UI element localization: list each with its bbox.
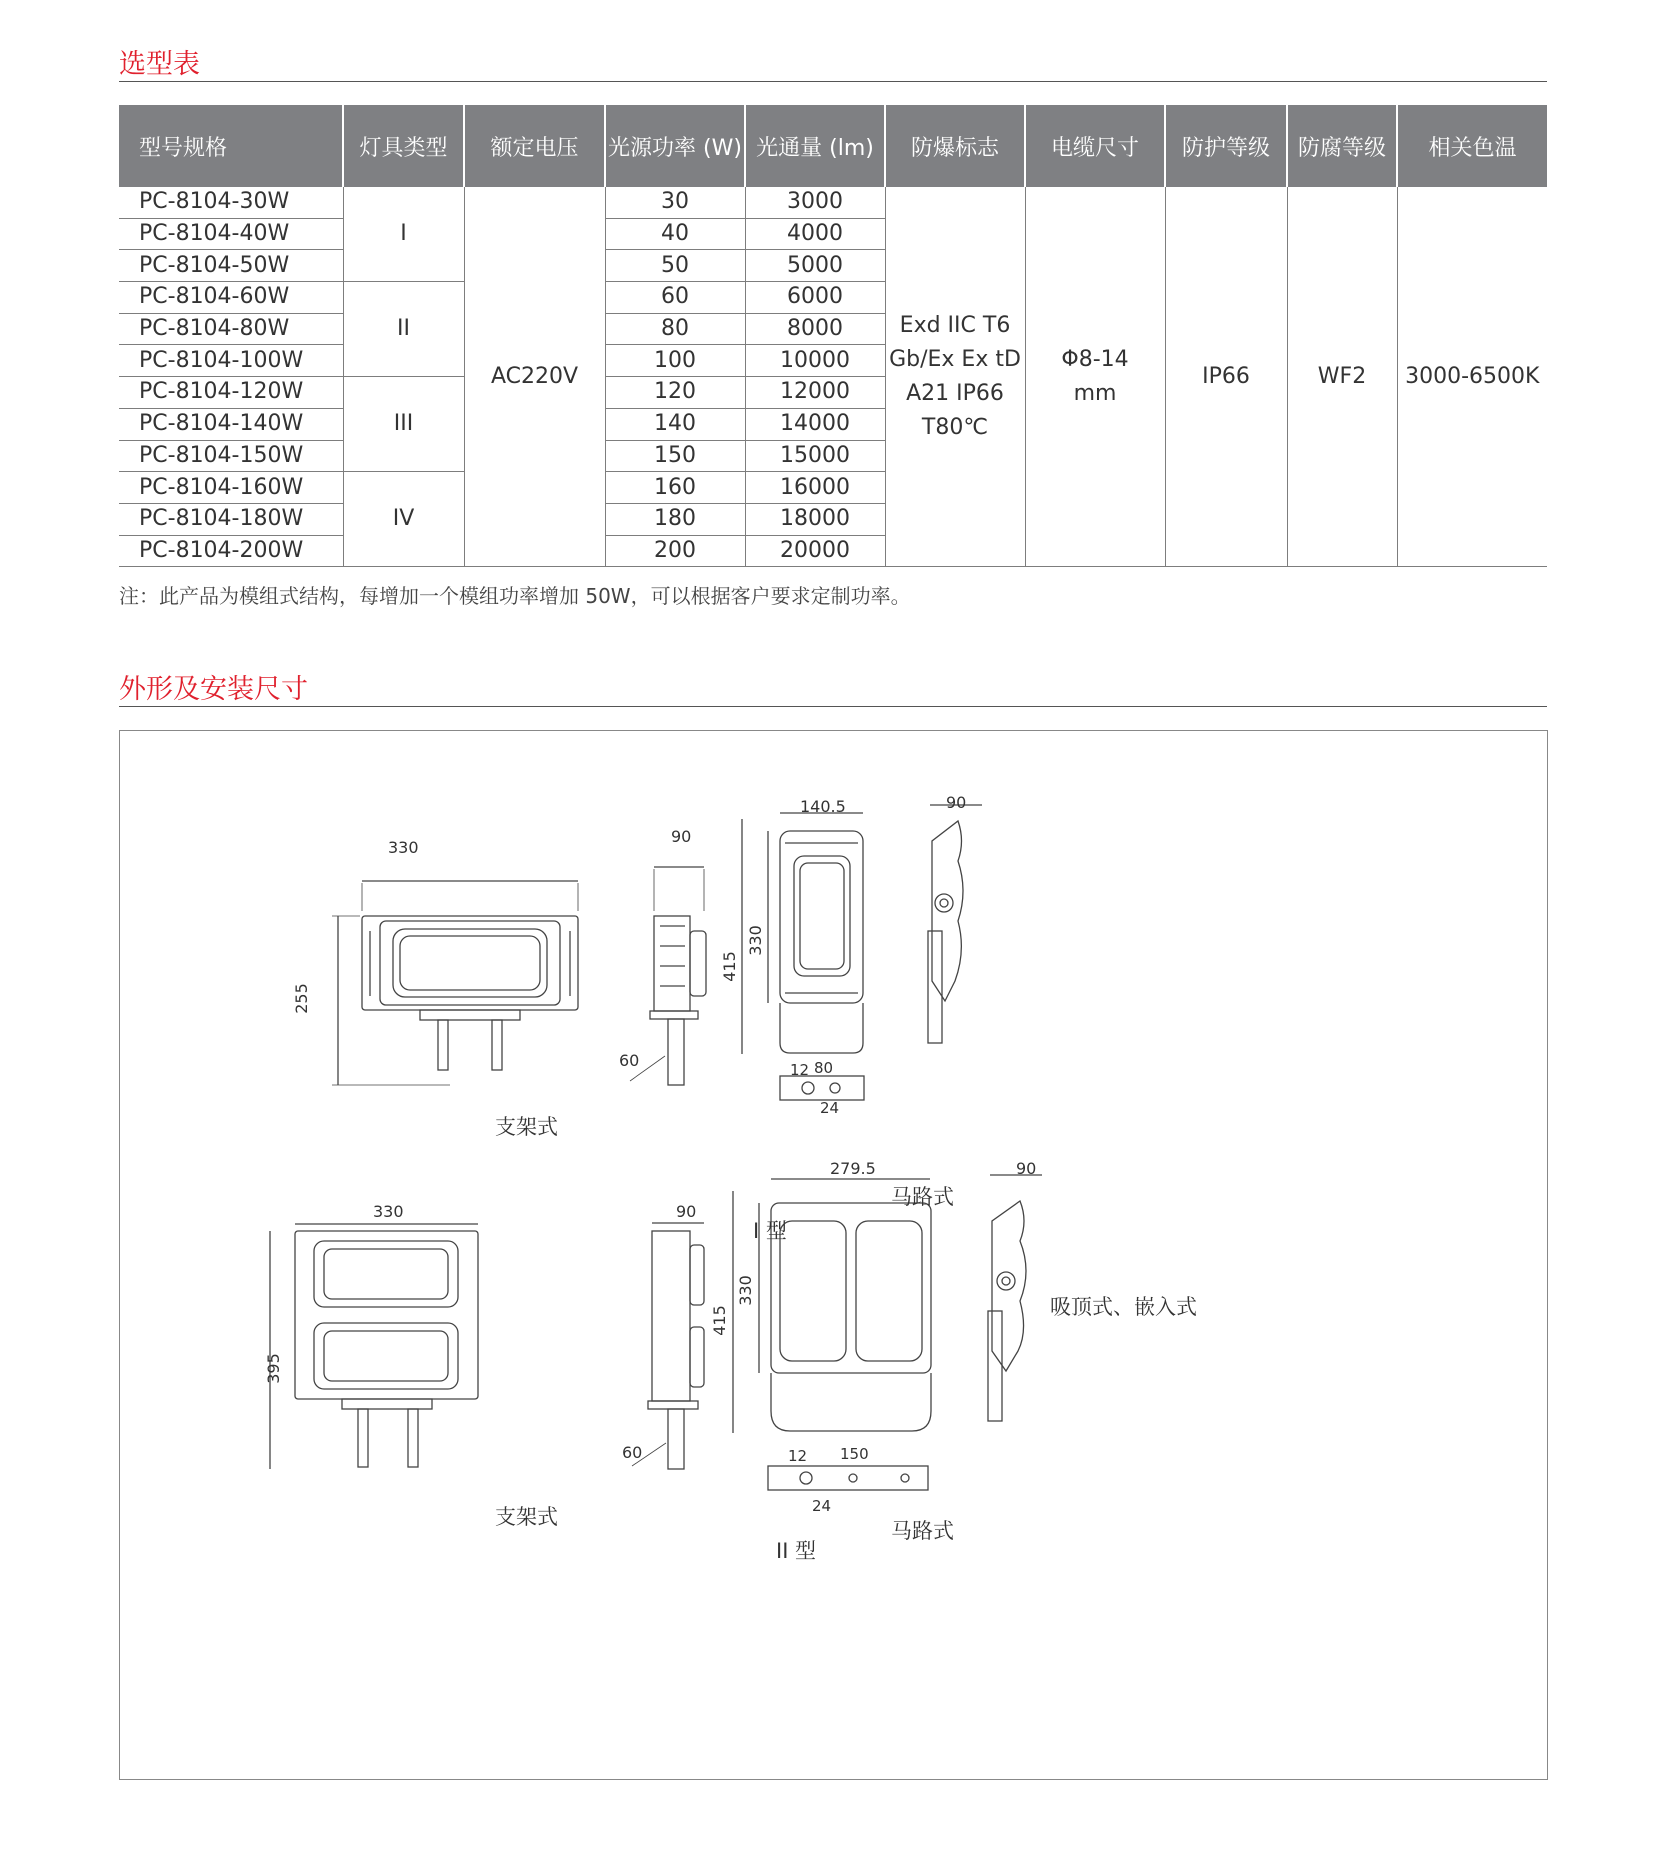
dim-395: 395 [263,1353,283,1384]
header-anticorrosion: 防腐等级 [1287,105,1397,187]
ex-mark-cell [885,187,1025,567]
dimension-drawings [120,731,1547,1779]
dim-12: 12 [788,1447,808,1465]
dim-90: 90 [946,793,967,812]
type-cell: II [343,282,464,377]
header-ex-mark: 防爆标志 [885,105,1025,187]
selection-table [119,105,1547,567]
header-protection: 防护等级 [1165,105,1287,187]
header-model: 型号规格 [119,105,343,187]
flux-cell: 20000 [745,535,885,567]
type-cell: IV [343,472,464,567]
voltage-cell: AC220V [464,187,605,567]
power-cell: 200 [605,535,745,567]
header-flux: 光通量 (lm) [745,105,885,187]
dim-330: 330 [388,838,419,857]
power-cell: 60 [605,282,745,314]
type-cell: III [343,377,464,472]
cable-line: Φ8-14 [1061,346,1129,372]
power-cell: 30 [605,187,745,218]
flux-cell: 15000 [745,440,885,472]
dim-90: 90 [1016,1159,1037,1178]
dim-150: 150 [840,1445,869,1463]
power-cell: 180 [605,503,745,535]
dim-279-5: 279.5 [830,1159,876,1178]
flux-cell: 14000 [745,408,885,440]
type1-bracket-label: 支架式 [495,1115,558,1139]
model-cell: PC-8104-50W [119,250,343,282]
dim-60: 60 [622,1443,643,1462]
cable-line: mm [1073,380,1117,406]
model-cell: PC-8104-200W [119,535,343,567]
power-cell: 50 [605,250,745,282]
color-temp-cell: 3000-6500K [1397,187,1547,567]
model-cell: PC-8104-150W [119,440,343,472]
dim-90: 90 [671,827,692,846]
header-color-temp: 相关色温 [1397,105,1547,187]
power-cell: 150 [605,440,745,472]
flux-cell: 16000 [745,472,885,504]
section-title-selection: 选型表 [119,49,200,80]
power-cell: 160 [605,472,745,504]
power-cell: 140 [605,408,745,440]
dim-90: 90 [676,1202,697,1221]
dim-24: 24 [812,1497,832,1515]
flux-cell: 10000 [745,345,885,377]
ex-mark-line: T80℃ [921,414,989,440]
type2-street-label: 马路式 [891,1519,954,1543]
type2-ceiling-side-view [988,1175,1042,1421]
ceiling-label: 吸顶式、嵌入式 [1050,1295,1197,1319]
header-power: 光源功率 (W) [605,105,745,187]
type1-ceiling-side-view [928,805,982,1043]
power-cell: 120 [605,377,745,409]
dim-415: 415 [719,951,739,982]
type1-street-label: 马路式 [891,1185,954,1209]
power-cell: 80 [605,313,745,345]
dim-330-v: 330 [735,1275,755,1306]
table-note: 注：此产品为模组式结构，每增加一个模组功率增加 50W，可以根据客户要求定制功率。 [119,584,911,608]
table-row [119,187,1547,218]
dimension-drawing-frame [119,730,1548,1780]
type1-street-view [742,813,864,1100]
dim-24: 24 [820,1099,840,1117]
model-cell: PC-8104-160W [119,472,343,504]
power-cell: 100 [605,345,745,377]
type2-bracket-label: 支架式 [495,1505,558,1529]
section-title-dimensions: 外形及安装尺寸 [119,674,308,705]
type2-label: II 型 [776,1539,817,1563]
cable-cell [1025,187,1165,567]
section-divider [119,81,1547,82]
model-cell: PC-8104-100W [119,345,343,377]
model-cell: PC-8104-60W [119,282,343,314]
power-cell: 40 [605,218,745,250]
dim-415: 415 [709,1305,729,1336]
model-cell: PC-8104-140W [119,408,343,440]
flux-cell: 6000 [745,282,885,314]
ex-mark-line: Gb/Ex Ex tD [889,346,1021,372]
flux-cell: 8000 [745,313,885,345]
model-cell: PC-8104-40W [119,218,343,250]
ex-mark-line: Exd IIC T6 [899,312,1011,338]
dim-140-5: 140.5 [800,797,846,816]
protection-cell: IP66 [1165,187,1287,567]
model-cell: PC-8104-180W [119,503,343,535]
model-cell: PC-8104-80W [119,313,343,345]
dim-60: 60 [619,1051,640,1070]
header-cable: 电缆尺寸 [1025,105,1165,187]
dim-12: 12 [790,1061,810,1079]
flux-cell: 3000 [745,187,885,218]
dim-330-v: 330 [745,925,765,956]
type2-bracket-side-view [632,1223,704,1469]
type2-bracket-front-view [270,1224,478,1469]
type-cell: I [343,187,464,282]
anticorrosion-cell: WF2 [1287,187,1397,567]
ex-mark-line: A21 IP66 [906,380,1004,406]
flux-cell: 18000 [745,503,885,535]
table-header-row [119,105,1547,187]
model-cell: PC-8104-120W [119,377,343,409]
dim-255: 255 [291,983,311,1014]
dim-80: 80 [814,1059,834,1077]
type1-bracket-side-view [630,867,706,1085]
type1-label: I 型 [753,1219,787,1243]
flux-cell: 5000 [745,250,885,282]
flux-cell: 4000 [745,218,885,250]
section-divider [119,706,1547,707]
flux-cell: 12000 [745,377,885,409]
model-cell: PC-8104-30W [119,187,343,218]
header-voltage: 额定电压 [464,105,605,187]
header-type: 灯具类型 [343,105,464,187]
type1-bracket-front-view [332,881,578,1085]
dim-330: 330 [373,1202,404,1221]
